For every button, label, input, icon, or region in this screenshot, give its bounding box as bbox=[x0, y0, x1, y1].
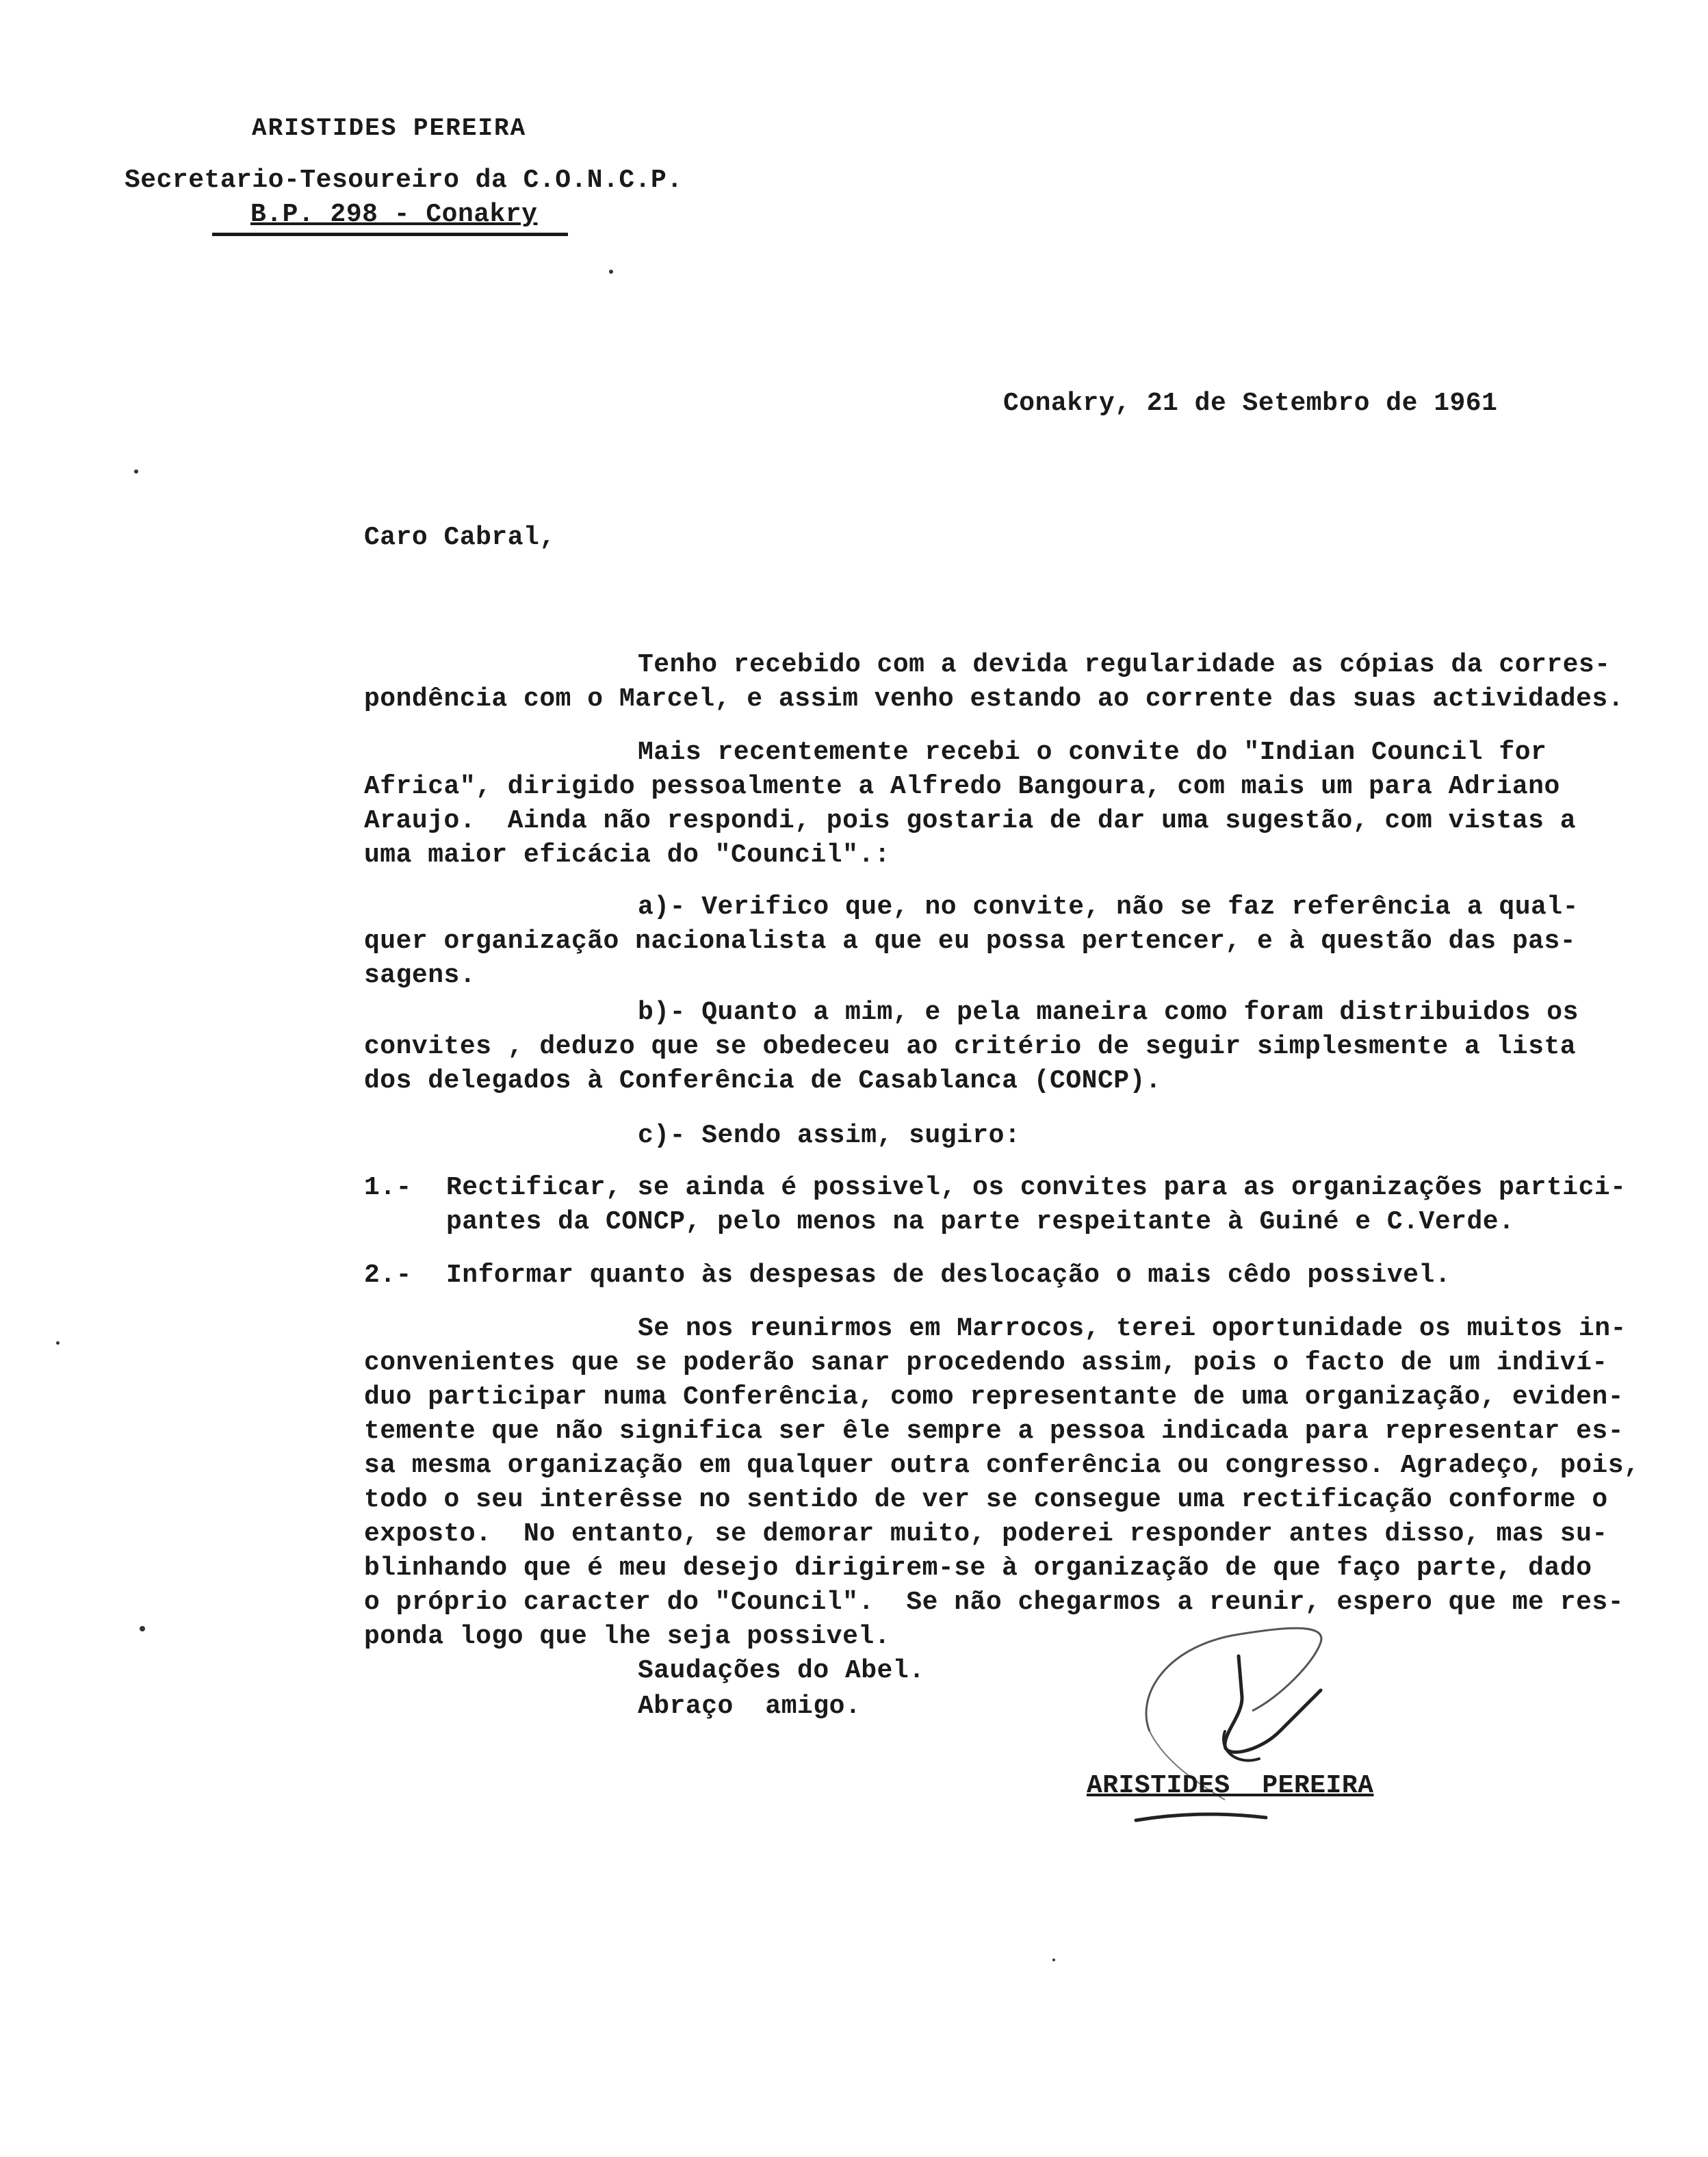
paragraph1-line: Tenho recebido com a devida regularidade as cópias da corres- bbox=[638, 650, 1611, 680]
typed-signature: ARISTIDES PEREIRA bbox=[1087, 1771, 1374, 1800]
paragraph3-line: sa mesma organização em qualquer outra conferência ou congresso. Agradeço, pois, bbox=[364, 1451, 1640, 1480]
letterhead-underline bbox=[212, 233, 568, 236]
suggestion1-line: pantes da CONCP, pelo menos na parte respeitante à Guiné e C.Verde. bbox=[446, 1207, 1515, 1237]
salutation: Caro Cabral, bbox=[364, 523, 556, 552]
date-line: Conakry, 21 de Setembro de 1961 bbox=[1003, 389, 1498, 418]
suggestion1-line: Rectificar, se ainda é possivel, os convites para as organizações partici- bbox=[446, 1173, 1627, 1202]
closing-line: Saudações do Abel. bbox=[638, 1656, 925, 1685]
paragraph3-line: ponda logo que lhe seja possivel. bbox=[364, 1622, 891, 1651]
paragraph1-line: pondência com o Marcel, e assim venho estando ao corrente das suas actividades. bbox=[364, 684, 1624, 714]
paragraph3-line: duo participar numa Conferência, como representante de uma organização, eviden- bbox=[364, 1382, 1624, 1412]
letterhead-address: B.P. 298 - Conakry bbox=[250, 200, 538, 229]
paragraph2-line: Araujo. Ainda não respondi, pois gostaria de dar uma sugestão, com vistas a bbox=[364, 806, 1577, 836]
suggestion1-number: 1.- bbox=[364, 1173, 412, 1202]
item-a-line: quer organização nacionalista a que eu possa pertencer, e à questão das pas- bbox=[364, 927, 1577, 956]
paragraph2-line: Mais recentemente recebi o convite do "Indian Council for bbox=[638, 738, 1547, 767]
paragraph3-line: o próprio caracter do "Council". Se não chegarmos a reunir, espero que me res- bbox=[364, 1588, 1624, 1617]
closing-line: Abraço amigo. bbox=[638, 1692, 862, 1721]
paragraph2-line: uma maior eficácia do "Council".: bbox=[364, 840, 891, 870]
paragraph3-line: exposto. No entanto, se demorar muito, poderei responder antes disso, mas su- bbox=[364, 1519, 1608, 1549]
item-c-line: c)- Sendo assim, sugiro: bbox=[638, 1121, 1021, 1150]
scan-speck bbox=[140, 1626, 145, 1631]
scan-speck bbox=[1052, 1959, 1055, 1961]
item-b-line: convites , deduzo que se obedeceu ao critério de seguir simplesmente a lista bbox=[364, 1032, 1577, 1061]
paragraph3-line: todo o seu interêsse no sentido de ver se consegue uma rectificação conforme o bbox=[364, 1485, 1608, 1514]
item-b-line: b)- Quanto a mim, e pela maneira como foram distribuidos os bbox=[638, 998, 1579, 1027]
item-a-line: sagens. bbox=[364, 961, 476, 990]
item-a-line: a)- Verifico que, no convite, não se faz referência a qual- bbox=[638, 892, 1579, 922]
paragraph3-line: convenientes que se poderão sanar procedendo assim, pois o facto de um indiví- bbox=[364, 1348, 1608, 1378]
scan-speck bbox=[56, 1341, 60, 1345]
paragraph3-line: Se nos reunirmos em Marrocos, terei oportunidade os muitos in- bbox=[638, 1314, 1627, 1343]
paragraph3-line: blinhando que é meu desejo dirigirem-se à organização de que faço parte, dado bbox=[364, 1553, 1592, 1583]
scan-speck bbox=[134, 469, 138, 474]
suggestion2-number: 2.- bbox=[364, 1261, 412, 1290]
suggestion2-line: Informar quanto às despesas de deslocação o mais cêdo possivel. bbox=[446, 1261, 1451, 1290]
paragraph3-line: temente que não significa ser êle sempre a pessoa indicada para representar es- bbox=[364, 1417, 1624, 1446]
scan-speck bbox=[609, 270, 613, 274]
paragraph2-line: Africa", dirigido pessoalmente a Alfredo Bangoura, com mais um para Adriano bbox=[364, 772, 1560, 801]
item-b-line: dos delegados à Conferência de Casablanca (CONCP). bbox=[364, 1066, 1162, 1096]
letterhead-title: Secretario-Tesoureiro da C.O.N.C.P. bbox=[125, 166, 683, 195]
letterhead-name: ARISTIDES PEREIRA bbox=[252, 114, 527, 142]
